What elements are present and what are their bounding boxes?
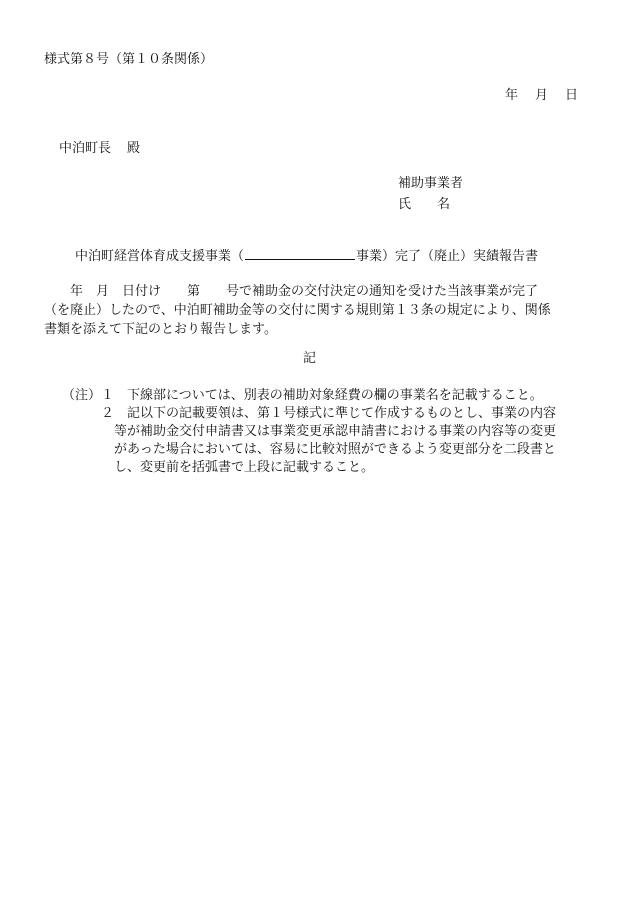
date-line: 年 月 日 xyxy=(505,88,581,103)
note-line: ２ 記以下の記載要領は、第１号様式に準じて作成するものとし、事業の内容 xyxy=(62,406,557,421)
project-name-blank xyxy=(245,248,355,260)
body-line: 年 月 日付け 第 号で補助金の交付決定の通知を受けた当該事業が完了 xyxy=(44,284,539,299)
form-number: 様式第８号（第１０条関係） xyxy=(44,52,214,67)
note-line: 等が補助金交付申請書又は事業変更承認申請書における事業の内容等の変更 xyxy=(62,424,557,439)
report-title-prefix: 中泊町経営体育成支援事業（ xyxy=(75,249,245,264)
report-title-suffix: 事業）完了（廃止）実績報告書 xyxy=(356,249,539,264)
body-line: 書類を添えて下記のとおり報告します。 xyxy=(44,322,277,337)
addressee-honorific: 殿 xyxy=(127,141,141,156)
body-line: （を廃止）したので、中泊町補助金等の交付に関する規則第１３条の規定により、関係 xyxy=(44,303,551,318)
body-paragraph xyxy=(44,282,579,339)
ki-heading: 記 xyxy=(303,351,317,366)
note-line: し、変更前を括弧書で上段に記載すること。 xyxy=(62,460,375,475)
notes xyxy=(62,387,556,477)
report-title xyxy=(75,248,538,263)
applicant-block xyxy=(398,177,463,211)
note-line: があった場合においては、容易に比較対照ができるよう変更部分を二段書と xyxy=(62,442,556,457)
applicant-name-label: 氏 名 xyxy=(398,197,451,212)
note-line: （注）１ 下線部については、別表の補助対象経費の欄の事業名を記載すること。 xyxy=(62,388,543,403)
addressee-name: 中泊町長 xyxy=(59,141,112,156)
addressee xyxy=(59,142,140,155)
applicant-label: 補助事業者 xyxy=(398,176,464,191)
